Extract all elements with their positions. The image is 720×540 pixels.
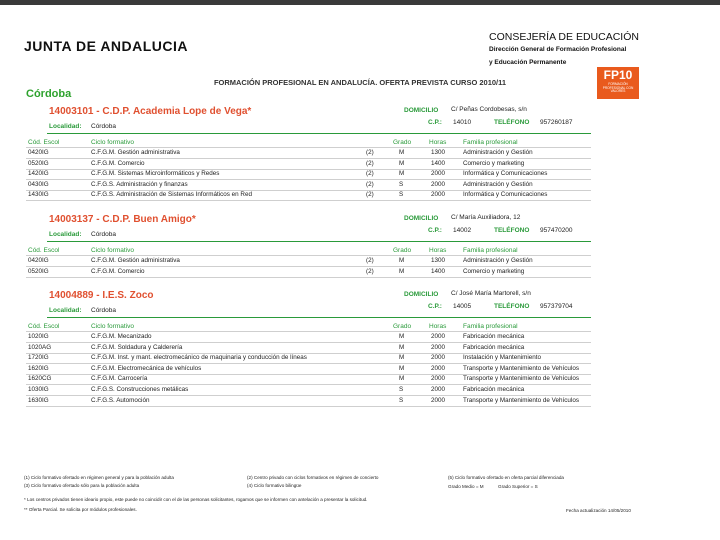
col-header-familia: Familia profesional (463, 139, 518, 146)
footnote-3: (3) Ciclo formativo ofertado sólo para la población adulta (24, 483, 140, 488)
header-rule (26, 331, 591, 332)
cell-horas: 1300 (431, 149, 446, 156)
cell-grado: M (399, 267, 405, 275)
section-divider (47, 317, 591, 318)
cell-ciclo: C.F.G.S. Administración de Sistemas Informáticos en Red (91, 191, 252, 199)
cell-grado: S (399, 191, 404, 199)
junta-logo: JUNTA DE ANDALUCIA (24, 38, 189, 54)
telefono-value: 957260187 (540, 119, 573, 126)
cell-familia: Comercio y marketing (463, 267, 525, 275)
cell-ciclo: C.F.G.M. Inst. y mant. electromecánico de maquinaria y conducción de líneas (91, 354, 307, 362)
cell-familia: Administración y Gestión (463, 257, 533, 264)
cell-cod: 0420IG (28, 149, 49, 156)
cell-familia: Fabricación mecánica (463, 386, 525, 393)
cell-familia: Fabricación mecánica (463, 343, 525, 351)
cell-cod: 1430IG (28, 191, 49, 199)
cell-ciclo: C.F.G.M. Gestión administrativa (91, 149, 180, 156)
localidad-label: Localidad: (49, 307, 82, 314)
cell-nota: (2) (366, 257, 374, 264)
header-rule (26, 147, 591, 148)
cell-grado: M (399, 170, 405, 178)
cell-cod: 0520IG (28, 159, 49, 167)
cp-value: 14002 (453, 227, 472, 234)
cell-cod: 0520IG (28, 267, 49, 275)
cell-grado: M (399, 333, 405, 340)
col-header-ciclo: Ciclo formativo (91, 247, 134, 254)
cell-ciclo: C.F.G.M. Mecanizado (91, 333, 152, 340)
footnote-2: (2) Centro privado con ciclos formativos en régimen de concierto (247, 475, 379, 480)
col-header-ciclo: Ciclo formativo (91, 139, 134, 146)
cell-cod: 1720IG (28, 354, 49, 362)
col-header-horas: Horas (429, 139, 447, 146)
update-date: Fecha actualización 14/05/2010 (566, 508, 631, 513)
cell-familia: Transporte y Mantenimiento de Vehículos (463, 375, 579, 383)
cell-horas: 2000 (431, 396, 446, 404)
cell-cod: 1630IG (28, 396, 49, 404)
cell-familia: Informática y Comunicaciones (463, 191, 548, 199)
telefono-value: 957470200 (540, 227, 573, 234)
note-private-centers: * Los centros privados tienen ideario propio, este puede no coincidir con el de las personas solicitantes, rogamos que se informen con antelación a presentar la solicitud. (24, 497, 368, 502)
direccion-general: Dirección General de Formación Profesional (489, 46, 627, 53)
cell-grado: S (399, 386, 404, 393)
cell-horas: 1400 (431, 159, 446, 167)
cell-familia: Transporte y Mantenimiento de Vehículos (463, 396, 579, 404)
cell-ciclo: C.F.G.S. Construcciones metálicas (91, 386, 189, 393)
cell-horas: 1300 (431, 257, 446, 264)
cell-horas: 2000 (431, 375, 446, 383)
localidad-label: Localidad: (49, 123, 82, 130)
row-rule (26, 200, 591, 201)
cell-nota: (2) (366, 267, 374, 275)
grado-medio-legend: Grado Medio = M (448, 484, 484, 489)
note-partial-offer: ** Oferta Parcial. Se solicita por módulos profesionales. (24, 507, 137, 512)
col-header-familia: Familia profesional (463, 247, 518, 254)
cell-ciclo: C.F.G.S. Automoción (91, 396, 150, 404)
cell-horas: 2000 (431, 333, 446, 340)
domicilio-value: C/ Peñas Cordobesas, s/n (451, 106, 527, 113)
cell-nota: (2) (366, 180, 374, 188)
section-divider (47, 241, 591, 242)
localidad-label: Localidad: (49, 231, 82, 238)
cell-horas: 2000 (431, 191, 446, 199)
cell-horas: 1400 (431, 267, 446, 275)
cell-horas: 2000 (431, 180, 446, 188)
domicilio-label: DOMICILIO (404, 291, 439, 298)
cp-label: C.P.: (428, 227, 442, 234)
cell-horas: 2000 (431, 364, 446, 372)
cell-cod: 1420IG (28, 170, 49, 178)
cell-cod: 1020AG (28, 343, 52, 351)
cell-familia: Transporte y Mantenimiento de Vehículos (463, 364, 579, 372)
col-header-cod: Cód. Escol (28, 247, 60, 254)
col-header-grado: Grado (393, 139, 412, 146)
cell-cod: 1030IG (28, 386, 49, 393)
fp10-logo-text: FP10 (603, 68, 633, 82)
cell-familia: Comercio y marketing (463, 159, 525, 167)
cell-cod: 1620IG (28, 364, 49, 372)
col-header-grado: Grado (393, 323, 412, 330)
footnote-4: (4) Ciclo formativo bilingüe (247, 483, 302, 488)
cell-cod: 1020IG (28, 333, 49, 340)
cell-ciclo: C.F.G.M. Comercio (91, 159, 145, 167)
col-header-cod: Cód. Escol (28, 323, 60, 330)
cell-nota: (2) (366, 191, 374, 199)
cell-grado: M (399, 375, 405, 383)
cell-ciclo: C.F.G.M. Carrocería (91, 375, 148, 383)
col-header-grado: Grado (393, 247, 412, 254)
cell-nota: (2) (366, 170, 374, 178)
cell-cod: 1620CG (28, 375, 52, 383)
cell-horas: 2000 (431, 386, 446, 393)
domicilio-label: DOMICILIO (404, 215, 439, 222)
footnote-5: (5) Ciclo formativo ofertado en oferta parcial diferenciada (448, 475, 564, 480)
section-divider (47, 133, 591, 134)
row-rule (26, 406, 591, 407)
cp-label: C.P.: (428, 303, 442, 310)
cell-grado: M (399, 159, 405, 167)
cell-familia: Administración y Gestión (463, 149, 533, 156)
cell-grado: M (399, 364, 405, 372)
domicilio-value: C/ José María Martorell, s/n (451, 290, 531, 297)
cell-grado: S (399, 180, 404, 188)
document-title: FORMACIÓN PROFESIONAL EN ANDALUCÍA. OFERTA PREVISTA CURSO 2010/11 (213, 78, 507, 87)
cell-cod: 0420IG (28, 257, 49, 264)
grado-superior-legend: Grado Superior = S (498, 484, 538, 489)
cell-grado: S (399, 396, 404, 404)
center-name: 14003101 - C.D.P. Academia Lope de Vega* (49, 106, 252, 117)
col-header-ciclo: Ciclo formativo (91, 323, 134, 330)
cp-value: 14010 (453, 119, 472, 126)
cell-ciclo: C.F.G.M. Sistemas Microinformáticos y Redes (91, 170, 220, 178)
col-header-horas: Horas (429, 247, 447, 254)
cell-grado: M (399, 354, 405, 362)
cell-ciclo: C.F.G.M. Comercio (91, 267, 145, 275)
cell-ciclo: C.F.G.M. Gestión administrativa (91, 257, 180, 264)
center-name: 14004889 - I.E.S. Zoco (49, 290, 154, 301)
cell-horas: 2000 (431, 354, 446, 362)
footnote-1: (1) Ciclo formativo ofertado en régimen general y para la población adulta (24, 475, 174, 480)
col-header-horas: Horas (429, 323, 447, 330)
localidad-value: Córdoba (91, 231, 116, 238)
telefono-label: TELÉFONO (494, 303, 530, 310)
cell-ciclo: C.F.G.M. Soldadura y Calderería (91, 343, 183, 351)
direccion-general-2: y Educación Permanente (489, 59, 567, 66)
cp-value: 14005 (453, 303, 472, 310)
cell-grado: M (399, 343, 405, 351)
consejeria-title: CONSEJERÍA DE EDUCACIÓN (489, 31, 639, 43)
row-rule (26, 277, 591, 278)
cell-ciclo: C.F.G.S. Administración y finanzas (91, 180, 188, 188)
telefono-label: TELÉFONO (494, 227, 530, 234)
cell-familia: Informática y Comunicaciones (463, 170, 548, 178)
cell-familia: Administración y Gestión (463, 180, 533, 188)
cp-label: C.P.: (428, 119, 442, 126)
province-title: Córdoba (26, 88, 72, 100)
localidad-value: Córdoba (91, 123, 116, 130)
telefono-value: 957379704 (540, 303, 573, 310)
telefono-label: TELÉFONO (494, 119, 530, 126)
cell-nota: (2) (366, 159, 374, 167)
cell-familia: Instalación y Mantenimiento (463, 354, 542, 362)
top-bar (0, 0, 720, 5)
cell-grado: M (399, 149, 405, 156)
cell-ciclo: C.F.G.M. Electromecánica de vehículos (91, 364, 202, 372)
fp10-logo-subtext: FORMACIÓN PROFESIONAL CON VALORES (602, 82, 634, 94)
header-rule (26, 255, 591, 256)
col-header-familia: Familia profesional (463, 323, 518, 330)
domicilio-label: DOMICILIO (404, 107, 439, 114)
col-header-cod: Cód. Escol (28, 139, 60, 146)
cell-familia: Fabricación mecánica (463, 333, 525, 340)
center-name: 14003137 - C.D.P. Buen Amigo* (49, 214, 196, 225)
cell-horas: 2000 (431, 343, 446, 351)
cell-horas: 2000 (431, 170, 446, 178)
domicilio-value: C/ María Auxiliadora, 12 (451, 214, 521, 221)
localidad-value: Córdoba (91, 307, 116, 314)
cell-nota: (2) (366, 149, 374, 156)
cell-cod: 0430IG (28, 180, 49, 188)
cell-grado: M (399, 257, 405, 264)
